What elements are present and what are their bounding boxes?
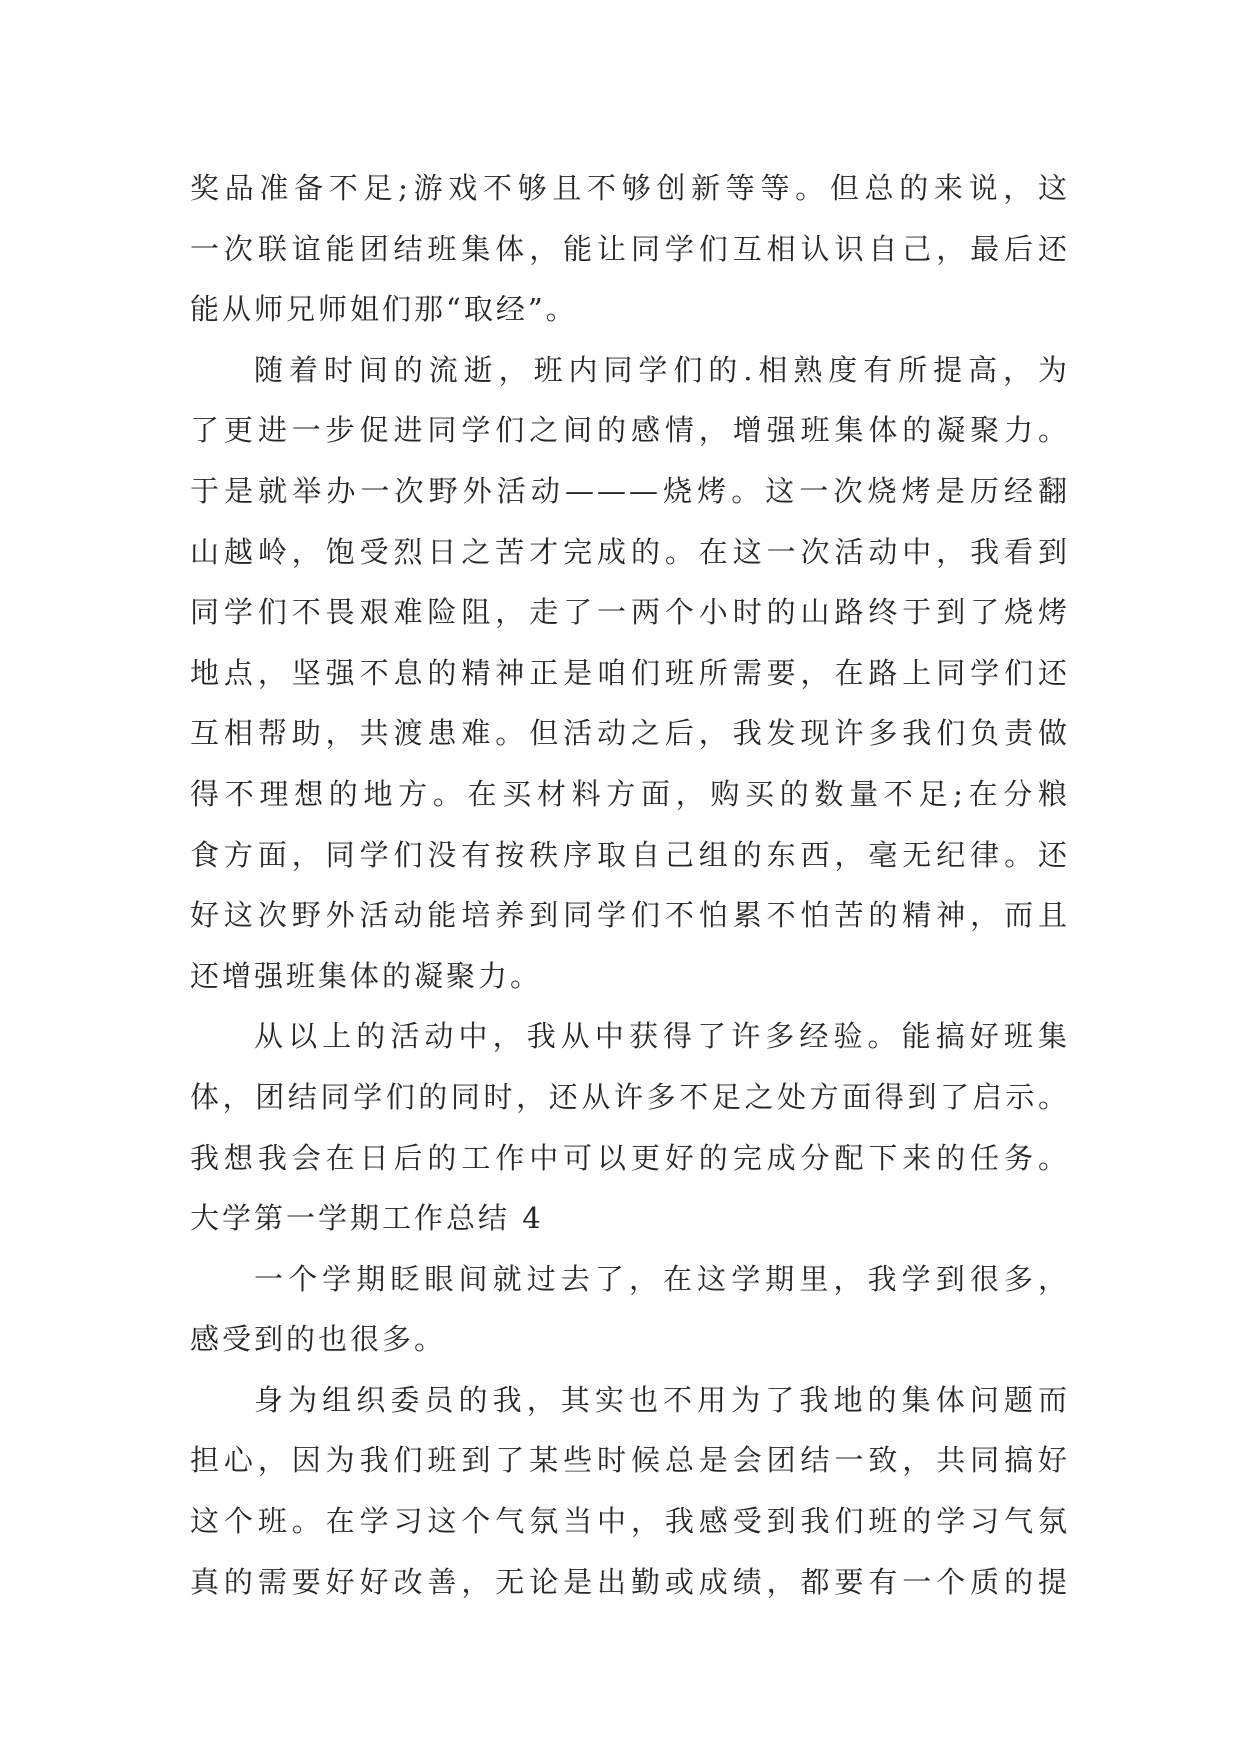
text-line: 还增强班集体的凝聚力。 [190,958,543,993]
text-line: 得不理想的地方。在买材料方面，购买的数量不足;在分粮 [190,776,1070,811]
text-line: 体，团结同学们的同时，还从许多不足之处方面得到了启示。 [190,1079,1070,1114]
text-line: 随着时间的流逝，班内同学们的.相熟度有所提高，为 [254,352,1070,387]
text-line: 奖品准备不足;游戏不够且不够创新等等。但总的来说，这 [190,171,1070,205]
text-line: 能从师兄师姐们那“取经”。 [190,292,578,327]
text-line: 从以上的活动中，我从中获得了许多经验。能搞好班集 [254,1019,1070,1054]
text-line: 好这次野外活动能培养到同学们不怕累不怕苦的精神，而且 [190,898,1070,933]
text-line: 这个班。在学习这个气氛当中，我感受到我们班的学习气氛 [190,1504,1070,1539]
text-line: 食方面，同学们没有按秩序取自己组的东西，毫无纪律。还 [190,837,1070,872]
section-heading: 大学第一学期工作总结 4 [190,1201,544,1236]
text-line: 感受到的也很多。 [190,1322,447,1357]
text-line: 真的需要好好改善，无论是出勤或成绩，都要有一个质的提 [190,1564,1070,1599]
text-line: 我想我会在日后的工作中可以更好的完成分配下来的任务。 [190,1140,1070,1175]
text-line: 山越岭，饱受烈日之苦才完成的。在这一次活动中，我看到 [190,534,1070,569]
text-line: 担心，因为我们班到了某些时候总是会团结一致，共同搞好 [190,1443,1070,1478]
text-line: 身为组织委员的我，其实也不用为了我地的集体问题而 [254,1382,1070,1417]
text-line: 地点，坚强不息的精神正是咱们班所需要，在路上同学们还 [190,655,1070,690]
text-line: 一个学期眨眼间就过去了，在这学期里，我学到很多， [254,1261,1070,1296]
text-line: 同学们不畏艰难险阻，走了一两个小时的山路终于到了烧烤 [190,595,1070,630]
text-line: 了更进一步促进同学们之间的感情，增强班集体的凝聚力。 [190,413,1070,448]
document-body [190,158,1070,1612]
text-line: 互相帮助，共渡患难。但活动之后，我发现许多我们负责做 [190,716,1070,751]
text-line: 一次联谊能团结班集体，能让同学们互相认识自己，最后还 [190,231,1070,266]
text-line: 于是就举办一次野外活动———烧烤。这一次烧烤是历经翻 [190,473,1070,508]
